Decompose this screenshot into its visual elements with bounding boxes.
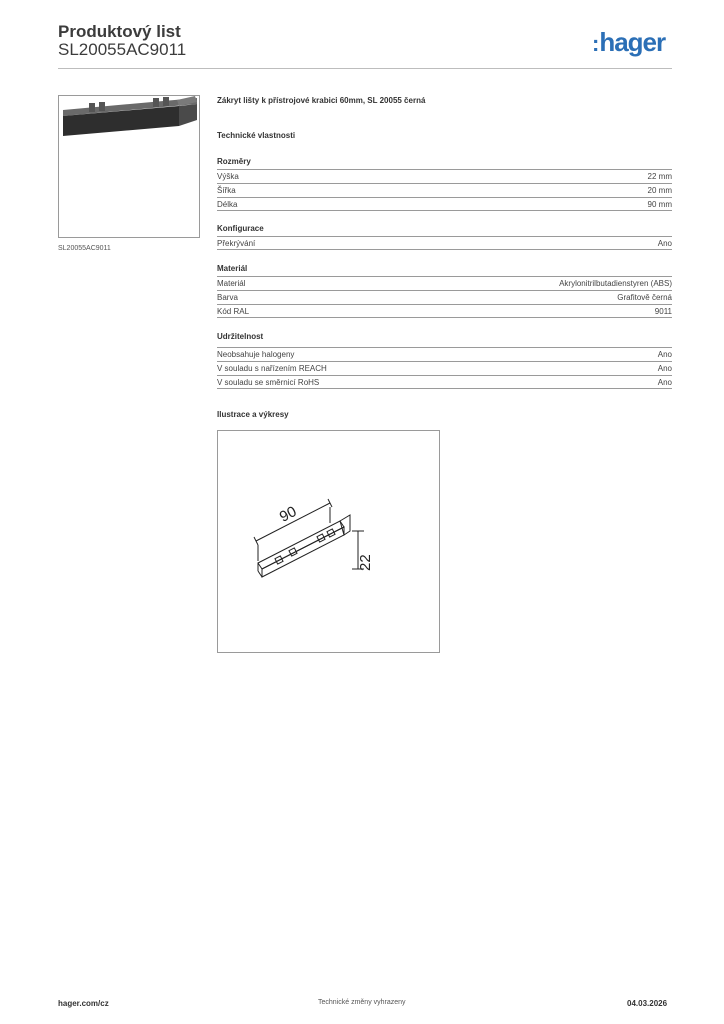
technical-drawing — [217, 430, 440, 653]
dimension-height-label: 22 — [357, 554, 374, 571]
table-row — [217, 197, 672, 211]
hager-logo[interactable]: :hager — [592, 27, 666, 57]
footer-date: 04.03.2026 — [627, 999, 668, 1008]
row-label: V souladu se směrnicí RoHS — [217, 377, 320, 387]
row-value: Ano — [657, 350, 672, 359]
group-title-dimensions: Rozměry — [217, 157, 251, 166]
group-title-configuration: Konfigurace — [217, 224, 264, 233]
illustrations-title: Ilustrace a výkresy — [217, 410, 289, 419]
table-row — [217, 276, 672, 290]
row-label: Délka — [217, 199, 238, 209]
header-divider — [58, 68, 672, 69]
dimension-length-label: 90 — [276, 503, 300, 526]
row-label: Šířka — [217, 186, 236, 195]
logo-text: hager — [599, 27, 666, 57]
row-value: Akrylonitrilbutadienstyren (ABS) — [559, 279, 672, 288]
row-label: V souladu s nařízením REACH — [217, 364, 327, 373]
row-label: Překrývání — [217, 238, 256, 248]
row-value: Ano — [657, 364, 672, 373]
product-image — [58, 95, 200, 238]
row-value: 9011 — [654, 306, 672, 316]
table-row — [217, 375, 672, 389]
row-label: Kód RAL — [217, 306, 250, 316]
row-value: Ano — [657, 238, 672, 248]
footer-website-link[interactable]: hager.com/cz — [58, 999, 109, 1008]
row-value: 20 mm — [647, 186, 672, 195]
group-title-sustainability: Udržitelnost — [217, 332, 264, 341]
technical-properties-title: Technické vlastnosti — [217, 131, 296, 140]
row-value: 22 mm — [647, 172, 672, 181]
group-title-material: Materiál — [217, 264, 248, 273]
table-row — [217, 183, 672, 197]
row-value: 90 mm — [647, 199, 672, 209]
image-caption: SL20055AC9011 — [58, 245, 111, 252]
product-code-heading: SL20055AC9011 — [58, 40, 187, 59]
page-title: Produktový list — [58, 22, 181, 41]
table-row — [217, 169, 672, 183]
table-row — [217, 290, 672, 304]
row-label: Výška — [217, 172, 239, 181]
row-value: Grafitově černá — [617, 293, 672, 302]
row-value: Ano — [657, 377, 672, 387]
row-label: Barva — [217, 293, 238, 302]
row-label: Neobsahuje halogeny — [217, 350, 295, 359]
product-description: Zákryt lišty k přístrojové krabici 60mm, SL 20055 černá — [217, 96, 426, 105]
row-label: Materiál — [217, 279, 246, 288]
table-row — [217, 361, 672, 375]
table-row — [217, 347, 672, 361]
table-row — [217, 236, 672, 250]
footer-note: Technické změny vyhrazeny — [318, 999, 406, 1006]
table-row — [217, 304, 672, 318]
